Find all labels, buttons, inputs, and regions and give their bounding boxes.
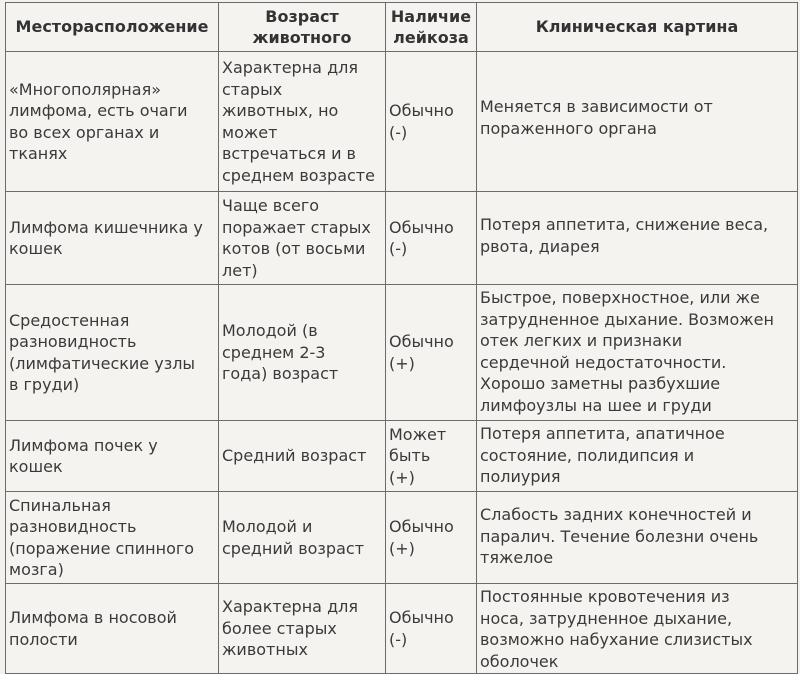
cell-age [219, 285, 386, 421]
cell-leukosis-text: Обычно (+) [389, 517, 454, 558]
cell-clinical [477, 285, 798, 421]
cell-leukosis [386, 52, 477, 192]
cell-leukosis [386, 192, 477, 285]
cell-location [6, 584, 219, 674]
cell-clinical-text: Потеря аппетита, снижение веса, рвота, диарея [480, 215, 769, 256]
cell-leukosis [386, 421, 477, 492]
cell-age [219, 421, 386, 492]
header-age [219, 3, 386, 52]
cell-clinical [477, 52, 798, 192]
cell-age-text: Характерна для старых животных, но может встречаться и в среднем возрасте [222, 58, 375, 185]
cell-leukosis-text: Обычно (-) [389, 608, 454, 649]
header-row [6, 3, 798, 52]
cell-clinical [477, 192, 798, 285]
cell-leukosis-text: Обычно (-) [389, 101, 454, 142]
cell-leukosis [386, 584, 477, 674]
table-row [6, 584, 798, 674]
cell-leukosis [386, 492, 477, 584]
cell-location [6, 52, 219, 192]
cell-age [219, 52, 386, 192]
cell-location-text: Спинальная разновидность (поражение спинного мозга) [9, 495, 195, 579]
cell-age-text: Молодой и средний возраст [222, 517, 365, 558]
cell-age-text: Молодой (в среднем 2-3 года) возраст [222, 321, 339, 384]
cell-clinical [477, 584, 798, 674]
cell-location [6, 285, 219, 421]
cell-clinical-text: Быстрое, поверхностное, или же затрудненное дыхание. Возможен отек легких и признаки сердечной недостаточности. Хорошо заметны разбухшие лимфоузлы на шее и груди [480, 288, 774, 415]
header-clinical-label: Клиническая картина [535, 17, 739, 37]
cell-leukosis-text: Может быть (+) [389, 424, 447, 487]
cell-location-text: Средостенная разновидность (лимфатические узлы в груди) [9, 310, 196, 394]
cell-leukosis [386, 285, 477, 421]
cell-clinical [477, 492, 798, 584]
table-row [6, 492, 798, 584]
cell-clinical-text: Потеря аппетита, апатичное состояние, полидипсия и полиурия [480, 424, 725, 486]
cell-clinical-text: Слабость задних конечностей и паралич. Течение болезни очень тяжелое [480, 505, 759, 567]
lymphoma-table [5, 2, 798, 674]
cell-location-text: «Многополярная» лимфома, есть очаги во всех органах и тканях [9, 79, 188, 163]
cell-clinical [477, 421, 798, 492]
cell-age [219, 492, 386, 584]
cell-location [6, 192, 219, 285]
cell-location [6, 492, 219, 584]
header-age-label: Возраст животного [252, 6, 352, 47]
cell-location-text: Лимфома кишечника у кошек [9, 217, 203, 258]
cell-age [219, 584, 386, 674]
cell-leukosis-text: Обычно (-) [389, 217, 454, 258]
cell-location-text: Лимфома в носовой полости [9, 608, 177, 649]
cell-age-text: Средний возраст [222, 446, 367, 466]
table-row [6, 52, 798, 192]
header-location [6, 3, 219, 52]
cell-location-text: Лимфома почек у кошек [9, 435, 158, 476]
cell-leukosis-text: Обычно (+) [389, 332, 454, 373]
header-leukosis [386, 3, 477, 52]
cell-location [6, 421, 219, 492]
cell-age [219, 192, 386, 285]
header-leukosis-label: Наличие лейкоза [390, 6, 472, 47]
table-row [6, 192, 798, 285]
header-clinical [477, 3, 798, 52]
header-location-label: Месторасположение [15, 17, 209, 37]
cell-clinical-text: Постоянные кровотечения из носа, затрудненное дыхание, возможно набухание слизистых оболочек [480, 587, 753, 671]
table-row [6, 285, 798, 421]
cell-age-text: Характерна для более старых животных [222, 597, 358, 660]
cell-age-text: Чаще всего поражает старых котов (от восьми лет) [222, 196, 371, 280]
cell-clinical-text: Меняется в зависимости от пораженного органа [480, 97, 713, 138]
table-row [6, 421, 798, 492]
